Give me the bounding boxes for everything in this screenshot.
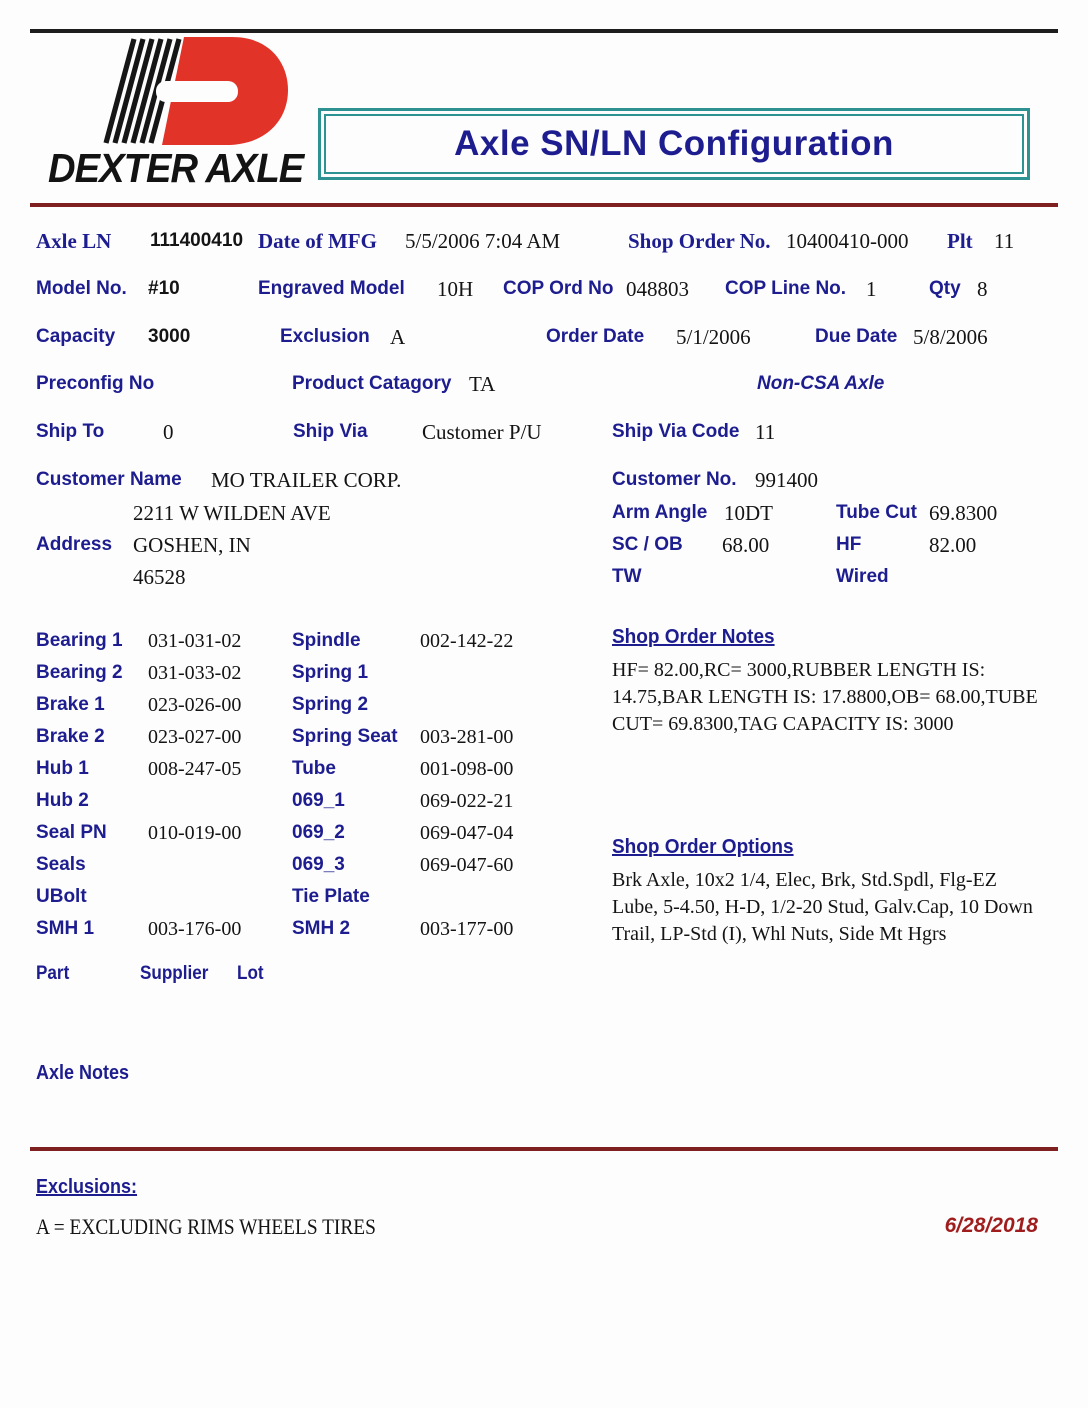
part-label: Seal PN — [36, 822, 107, 843]
part-label: Spindle — [292, 630, 361, 651]
model-no-label: Model No. — [36, 278, 127, 299]
title-box-inner — [324, 114, 1024, 174]
part-value: 001-098-00 — [420, 758, 514, 780]
shop-order-options-title: Shop Order Options — [612, 836, 794, 858]
part-label: Hub 2 — [36, 790, 89, 811]
table-row — [36, 694, 596, 726]
cop-ord-no-value: 048803 — [626, 277, 689, 301]
part-label: SMH 1 — [36, 918, 95, 939]
product-catagory-value: TA — [469, 372, 496, 396]
arm-angle-label: Arm Angle — [612, 502, 708, 523]
shop-order-options-line: Lube, 5-4.50, H-D, 1/2-20 Stud, Galv.Cap, 10 Down — [612, 896, 1033, 918]
axle-ln-value: 111400410 — [150, 230, 244, 251]
part-label: Spring 2 — [292, 694, 369, 715]
customer-name-value: MO TRAILER CORP. — [211, 468, 402, 492]
dexter-axle-logo — [48, 33, 328, 198]
cop-ord-no-label: COP Ord No — [503, 278, 614, 299]
part-value: 003-176-00 — [148, 918, 242, 940]
table-row — [36, 790, 596, 822]
part-value: 002-142-22 — [420, 630, 514, 652]
ship-via-code-value: 11 — [755, 420, 776, 444]
date-of-mfg-value: 5/5/2006 7:04 AM — [405, 229, 561, 253]
qty-value: 8 — [977, 277, 988, 301]
part-value: 069-022-21 — [420, 790, 514, 812]
part-label: Seals — [36, 854, 86, 875]
part-label: UBolt — [36, 886, 87, 907]
table-row — [36, 854, 596, 886]
tube-cut-label: Tube Cut — [836, 502, 917, 523]
exclusion-a-text: A = EXCLUDING RIMS WHEELS TIRES — [36, 1214, 376, 1239]
part-label: Spring 1 — [292, 662, 369, 683]
table-row — [36, 822, 596, 854]
supplier-column-header: Supplier — [140, 963, 209, 984]
due-date-value: 5/8/2006 — [913, 325, 988, 349]
date-of-mfg-label: Date of MFG — [258, 229, 377, 253]
customer-no-value: 991400 — [755, 468, 818, 492]
part-label: Bearing 1 — [36, 630, 123, 651]
part-value: 031-031-02 — [148, 630, 242, 652]
header-rule — [30, 203, 1058, 207]
part-label: Brake 1 — [36, 694, 105, 715]
part-label: Tie Plate — [292, 886, 370, 907]
exclusion-label: Exclusion — [280, 326, 370, 347]
title-box — [318, 108, 1030, 180]
exclusions-title: Exclusions: — [36, 1176, 138, 1198]
sc-ob-label: SC / OB — [612, 534, 683, 555]
lot-column-header: Lot — [237, 963, 264, 984]
shop-order-notes-section — [612, 626, 1042, 738]
shop-order-no-value: 10400410-000 — [786, 229, 909, 253]
ship-to-value: 0 — [163, 420, 174, 444]
order-date-label: Order Date — [546, 326, 645, 347]
table-row — [36, 758, 596, 790]
capacity-value: 3000 — [148, 326, 191, 347]
shop-order-notes-line: HF= 82.00,RC= 3000,RUBBER LENGTH IS: — [612, 659, 986, 681]
shop-order-no-label: Shop Order No. — [628, 229, 771, 253]
part-label: Brake 2 — [36, 726, 105, 747]
part-value: 023-027-00 — [148, 726, 242, 748]
parts-table — [36, 630, 596, 950]
capacity-label: Capacity — [36, 326, 116, 347]
part-label: Bearing 2 — [36, 662, 123, 683]
part-label: 069_1 — [292, 790, 345, 811]
customer-no-label: Customer No. — [612, 469, 737, 490]
part-value: 069-047-60 — [420, 854, 514, 876]
customer-name-label: Customer Name — [36, 469, 182, 490]
part-label: SMH 2 — [292, 918, 351, 939]
part-value: 010-019-00 — [148, 822, 242, 844]
qty-label: Qty — [929, 278, 961, 299]
page-title: Axle SN/LN Configuration — [454, 124, 894, 163]
shop-order-options-line: Trail, LP-Std (I), Whl Nuts, Side Mt Hgrs — [612, 923, 947, 945]
hf-label: HF — [836, 534, 862, 555]
table-row — [36, 630, 596, 662]
plt-label: Plt — [947, 229, 973, 253]
address-line1: 2211 W WILDEN AVE — [133, 501, 331, 525]
shop-order-notes-line: CUT= 69.8300,TAG CAPACITY IS: 3000 — [612, 713, 954, 735]
part-label: Tube — [292, 758, 336, 779]
due-date-label: Due Date — [815, 326, 898, 347]
part-value: 008-247-05 — [148, 758, 242, 780]
cop-line-no-label: COP Line No. — [725, 278, 847, 299]
print-date: 6/28/2018 — [944, 1214, 1038, 1237]
shop-order-options-section — [612, 836, 1042, 948]
address-line2: GOSHEN, IN — [133, 533, 251, 557]
order-date-value: 5/1/2006 — [676, 325, 751, 349]
hf-value: 82.00 — [929, 533, 977, 557]
part-value: 031-033-02 — [148, 662, 242, 684]
product-catagory-label: Product Catagory — [292, 373, 452, 394]
tube-cut-value: 69.8300 — [929, 501, 998, 525]
preconfig-no-label: Preconfig No — [36, 373, 155, 394]
part-label: 069_3 — [292, 854, 345, 875]
part-value: 003-281-00 — [420, 726, 514, 748]
part-value: 023-026-00 — [148, 694, 242, 716]
engraved-model-value: 10H — [437, 277, 474, 301]
engraved-model-label: Engraved Model — [258, 278, 405, 299]
table-row — [36, 918, 596, 950]
sc-ob-value: 68.00 — [722, 533, 770, 557]
plt-value: 11 — [994, 229, 1015, 253]
ship-via-value: Customer P/U — [422, 420, 542, 444]
arm-angle-value: 10DT — [724, 501, 773, 525]
model-no-value: #10 — [148, 278, 180, 299]
shop-order-options-line: Brk Axle, 10x2 1/4, Elec, Brk, Std.Spdl, Flg-EZ — [612, 869, 997, 891]
table-row — [36, 726, 596, 758]
table-row — [36, 662, 596, 694]
address-label: Address — [36, 534, 113, 555]
axle-notes-label: Axle Notes — [36, 1062, 130, 1084]
non-csa-axle-label: Non-CSA Axle — [757, 373, 885, 394]
axle-ln-label: Axle LN — [36, 229, 112, 253]
dexter-d-icon — [100, 35, 300, 153]
ship-to-label: Ship To — [36, 421, 105, 442]
part-value: 069-047-04 — [420, 822, 514, 844]
tw-label: TW — [612, 566, 642, 587]
wired-label: Wired — [836, 566, 889, 587]
part-value: 003-177-00 — [420, 918, 514, 940]
part-label: Hub 1 — [36, 758, 89, 779]
shop-order-notes-title: Shop Order Notes — [612, 626, 775, 648]
ship-via-label: Ship Via — [293, 421, 368, 442]
part-label: Spring Seat — [292, 726, 398, 747]
ship-via-code-label: Ship Via Code — [612, 421, 740, 442]
shop-order-notes-line: 14.75,BAR LENGTH IS: 17.8800,OB= 68.00,TUBE — [612, 686, 1038, 708]
part-column-header: Part — [36, 963, 70, 984]
address-line3: 46528 — [133, 565, 186, 589]
brand-wordmark: DEXTER AXLE — [48, 145, 304, 191]
footer-rule — [30, 1147, 1058, 1151]
table-row — [36, 886, 596, 918]
part-label: 069_2 — [292, 822, 345, 843]
exclusion-value: A — [390, 325, 406, 349]
cop-line-no-value: 1 — [866, 277, 877, 301]
